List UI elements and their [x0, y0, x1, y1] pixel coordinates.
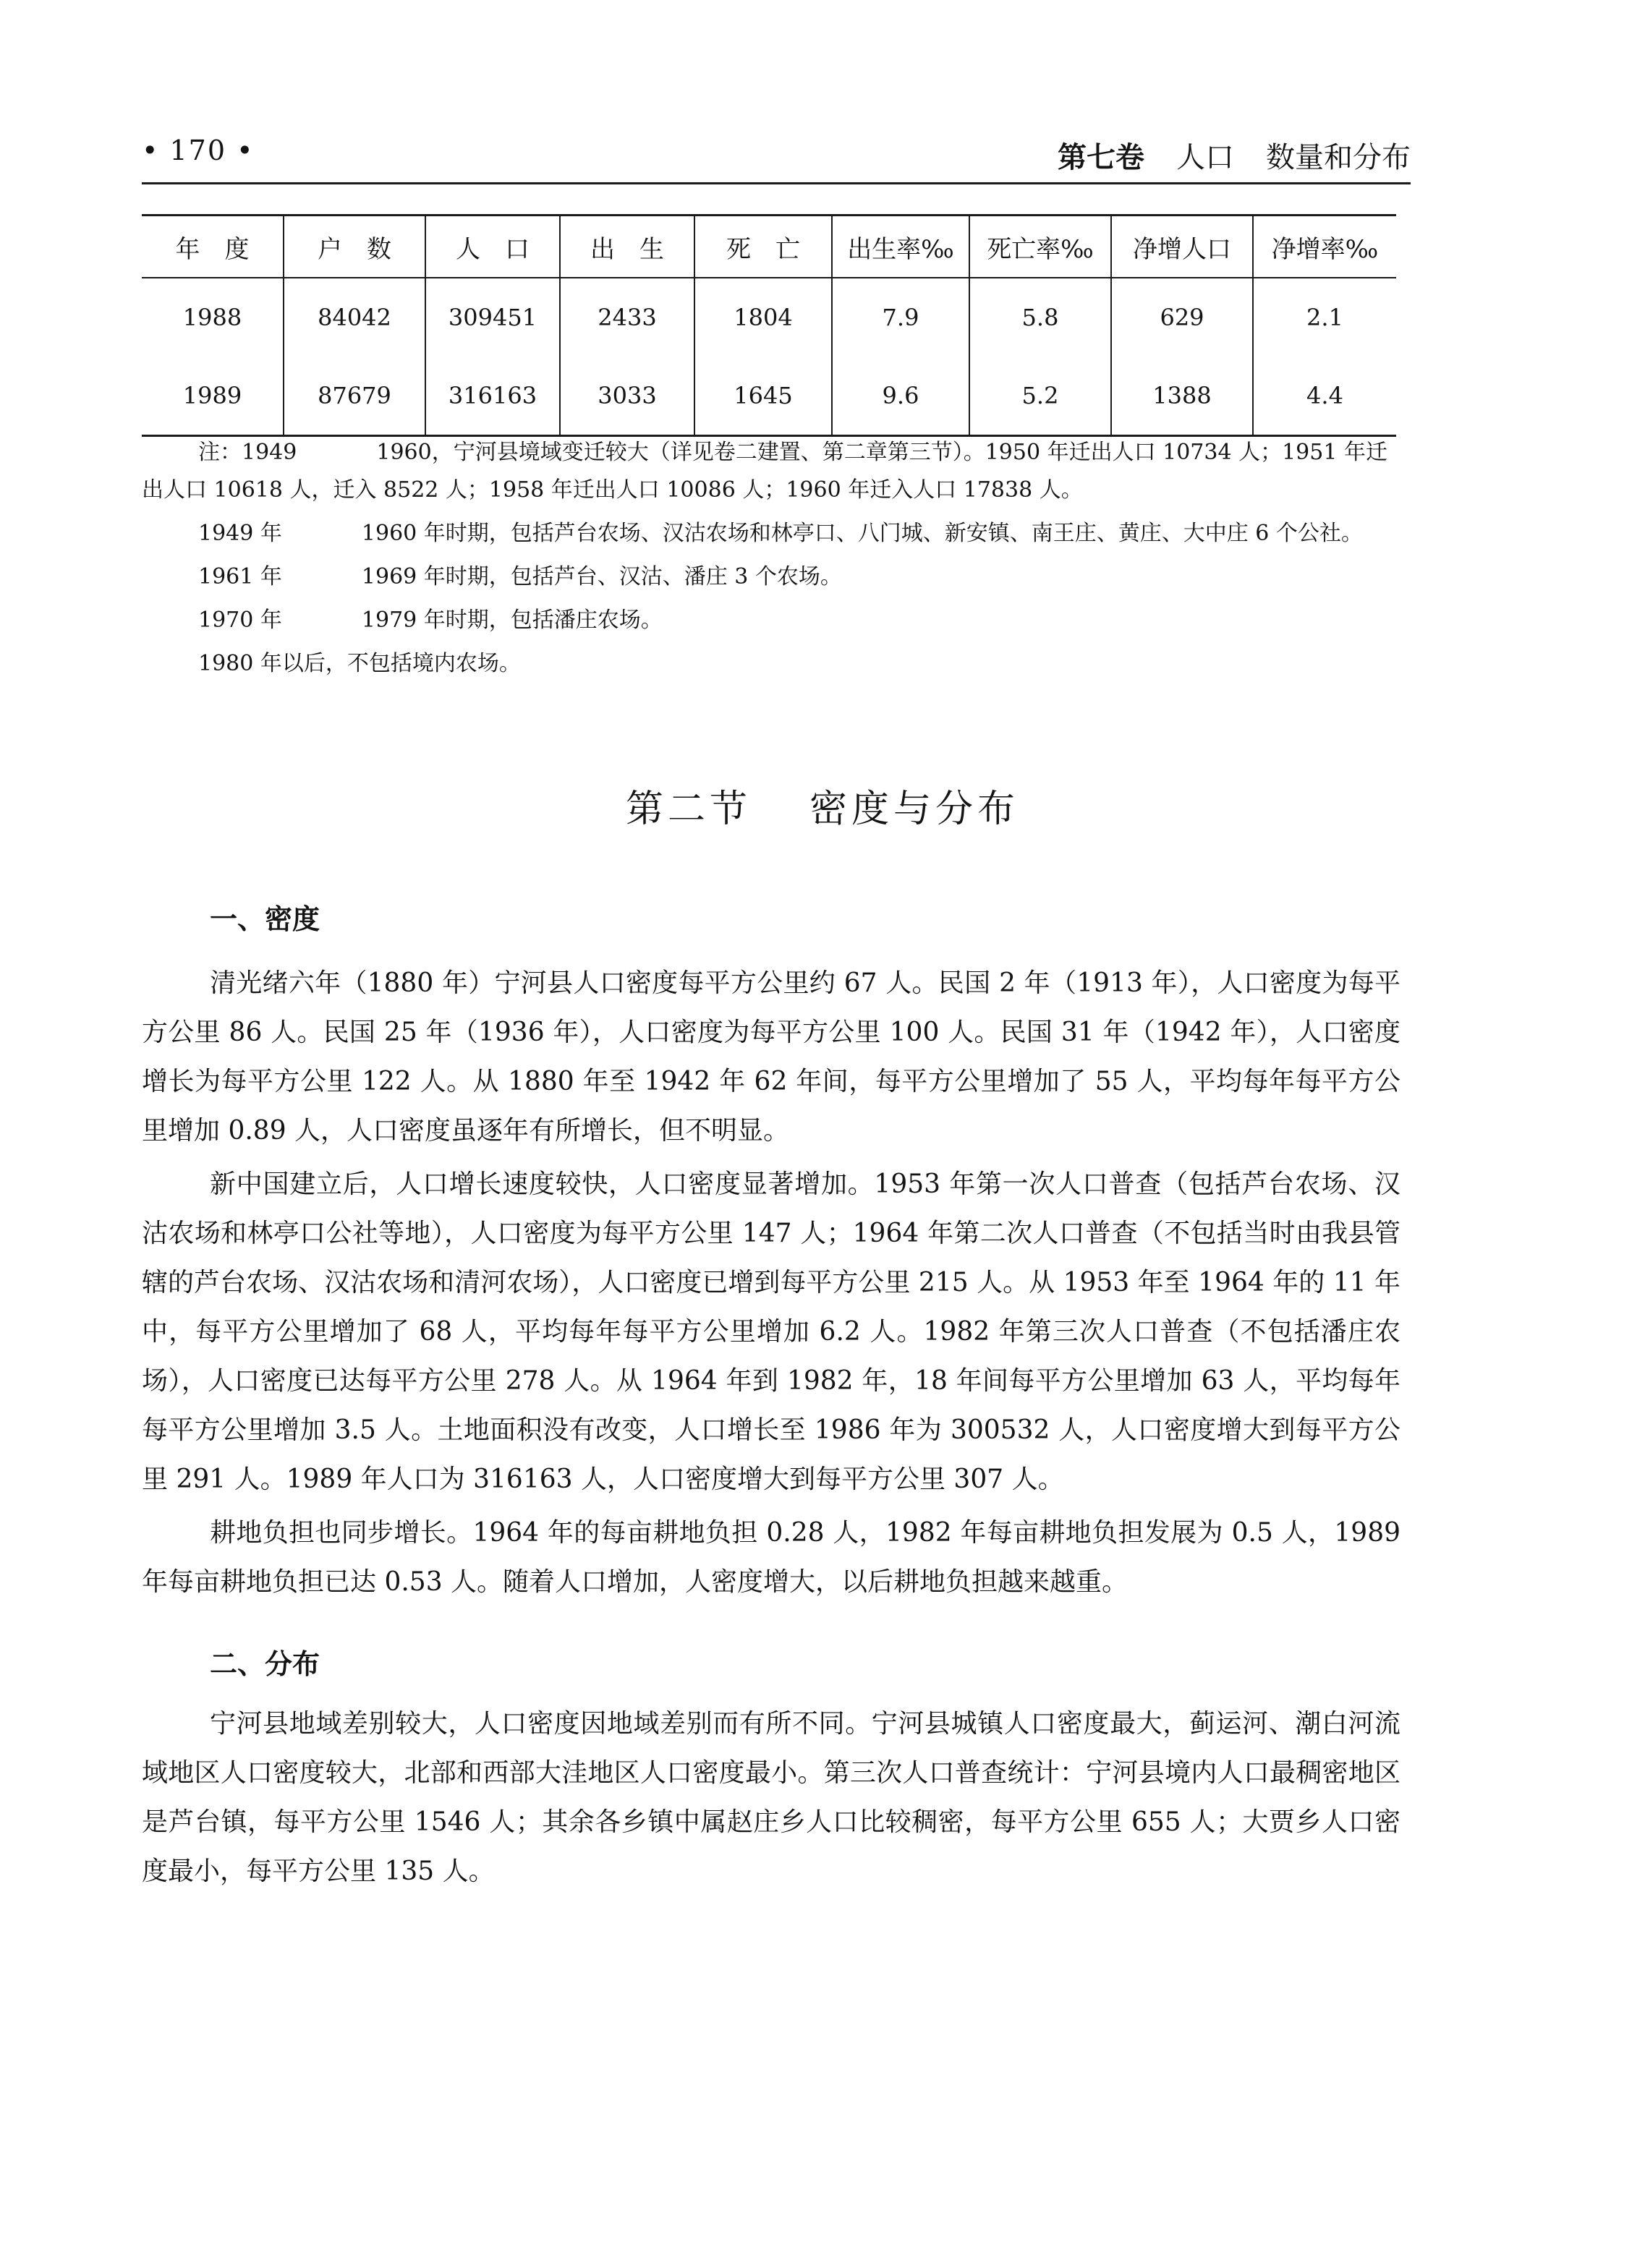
- col-households: 户 数: [284, 216, 425, 278]
- table-row: [142, 357, 1396, 436]
- table-cell: 3033: [560, 357, 694, 436]
- table-cell: 9.6: [832, 357, 969, 436]
- distribution-heading: 二、分布: [210, 1648, 320, 1680]
- table-cell: 5.2: [969, 357, 1111, 436]
- population-table: [142, 214, 1396, 437]
- table-header-row: [142, 216, 1396, 278]
- table-cell: 5.8: [969, 278, 1111, 357]
- paragraph: 耕地负担也同步增长。1964 年的每亩耕地负担 0.28 人，1982 年每亩耕地负担发展为 0.5 人，1989 年每亩耕地负担已达 0.53 人。随着人口增加，人密度增大，以后耕地负担越来越重。: [142, 1518, 1400, 1597]
- note: 1970 年 1979 年时期，包括潘庄农场。: [198, 608, 663, 633]
- running-head: [1058, 135, 1411, 176]
- page-header: [142, 135, 1411, 172]
- table-row: [142, 278, 1396, 357]
- density-heading: 一、密度: [210, 903, 320, 935]
- table-cell: 1388: [1111, 357, 1253, 436]
- table-cell: 4.4: [1253, 357, 1396, 436]
- col-population: 人 口: [425, 216, 560, 278]
- table-notes: [142, 434, 1400, 688]
- chapter-label: 人口: [1176, 141, 1234, 174]
- table-cell: 1645: [694, 357, 832, 436]
- table-cell: 1989: [142, 357, 284, 436]
- section-title: 第二节 密度与分布: [625, 788, 1020, 831]
- col-death-rate: 死亡率‰: [969, 216, 1111, 278]
- col-birth-rate: 出生率‰: [832, 216, 969, 278]
- paragraph: 宁河县地域差别较大，人口密度因地域差别而有所不同。宁河县城镇人口密度最大，蓟运河、潮白河流域地区人口密度较大，北部和西部大洼地区人口密度最小。第三次人口普查统计：宁河县境内人口最稠密地区是芦台镇，每平方公里 1546 人；其余各乡镇中属赵庄乡人口比较稠密，每平方公里 655 人；大贾乡人口密度最小，每平方公里 135 人。: [142, 1709, 1400, 1886]
- table-cell: 7.9: [832, 278, 969, 357]
- table-cell: 2433: [560, 278, 694, 357]
- table-cell: 87679: [284, 357, 425, 436]
- header-rule: [142, 182, 1411, 184]
- volume-label: 第七卷: [1058, 141, 1144, 174]
- col-deaths: 死 亡: [694, 216, 832, 278]
- paragraph: 新中国建立后，人口增长速度较快，人口密度显著增加。1953 年第一次人口普查（包括芦台农场、汉沽农场和林亭口公社等地），人口密度为每平方公里 147 人；1964 年第二次人口普查（不包括当时由我县管辖的芦台农场、汉沽农场和清河农场），人口密度已增到每平方公里 215 人。从 1953 年至 1964 年的 11 年中，每平方公里增加了 68 人，平均每年每平方公里增加 6.2 人。1982 年第三次人口普查（不包括潘庄农场），人口密度已达每平方公里 278 人。从 1964 年到 1982 年，18 年间每平方公里增加 63 人，平均每年每平方公里增加 3.5 人。土地面积没有改变，人口增长至 1986 年为 300532 人，人口密度增大到每平方公里 291 人。1989 年人口为 316163 人，人口密度增大到每平方公里 307 人。: [142, 1169, 1400, 1494]
- table-cell: 1804: [694, 278, 832, 357]
- table-cell: 309451: [425, 278, 560, 357]
- table-cell: 2.1: [1253, 278, 1396, 357]
- note: 1980 年以后，不包括境内农场。: [198, 651, 521, 676]
- page-number: • 170 •: [142, 135, 255, 166]
- note: 1949 年 1960 年时期，包括芦台农场、汉沽农场和林亭口、八门城、新安镇、南王庄、黄庄、大中庄 6 个公社。: [198, 521, 1363, 546]
- note: 1961 年 1969 年时期，包括芦台、汉沽、潘庄 3 个农场。: [198, 564, 842, 589]
- col-net-increase: 净增人口: [1111, 216, 1253, 278]
- table-cell: 84042: [284, 278, 425, 357]
- paragraph: 清光绪六年（1880 年）宁河县人口密度每平方公里约 67 人。民国 2 年（1913 年），人口密度为每平方公里 86 人。民国 25 年（1936 年），人口密度为每平方公里 100 人。民国 31 年（1942 年），人口密度增长为每平方公里 122 人。从 1880 年至 1942 年 62 年间，每平方公里增加了 55 人，平均每年每平方公里增加 0.89 人，人口密度虽逐年有所增长，但不明显。: [142, 968, 1400, 1146]
- section-label: 数量和分布: [1266, 141, 1411, 174]
- distribution-body: [142, 1700, 1400, 1901]
- table-cell: 316163: [425, 357, 560, 436]
- note: 注：1949 1960，宁河县境域变迁较大（详见卷二建置、第二章第三节）。1950 年迁出人口 10734 人；1951 年迁出人口 10618 人，迁入 8522 人；1958 年迁出人口 10086 人；1960 年迁入人口 17838 人。: [142, 440, 1387, 503]
- col-year: 年 度: [142, 216, 284, 278]
- table-cell: 1988: [182, 304, 242, 331]
- density-body: [142, 959, 1400, 1611]
- col-net-rate: 净增率‰: [1253, 216, 1396, 278]
- col-births: 出 生: [560, 216, 694, 278]
- table-cell: 629: [1111, 278, 1253, 357]
